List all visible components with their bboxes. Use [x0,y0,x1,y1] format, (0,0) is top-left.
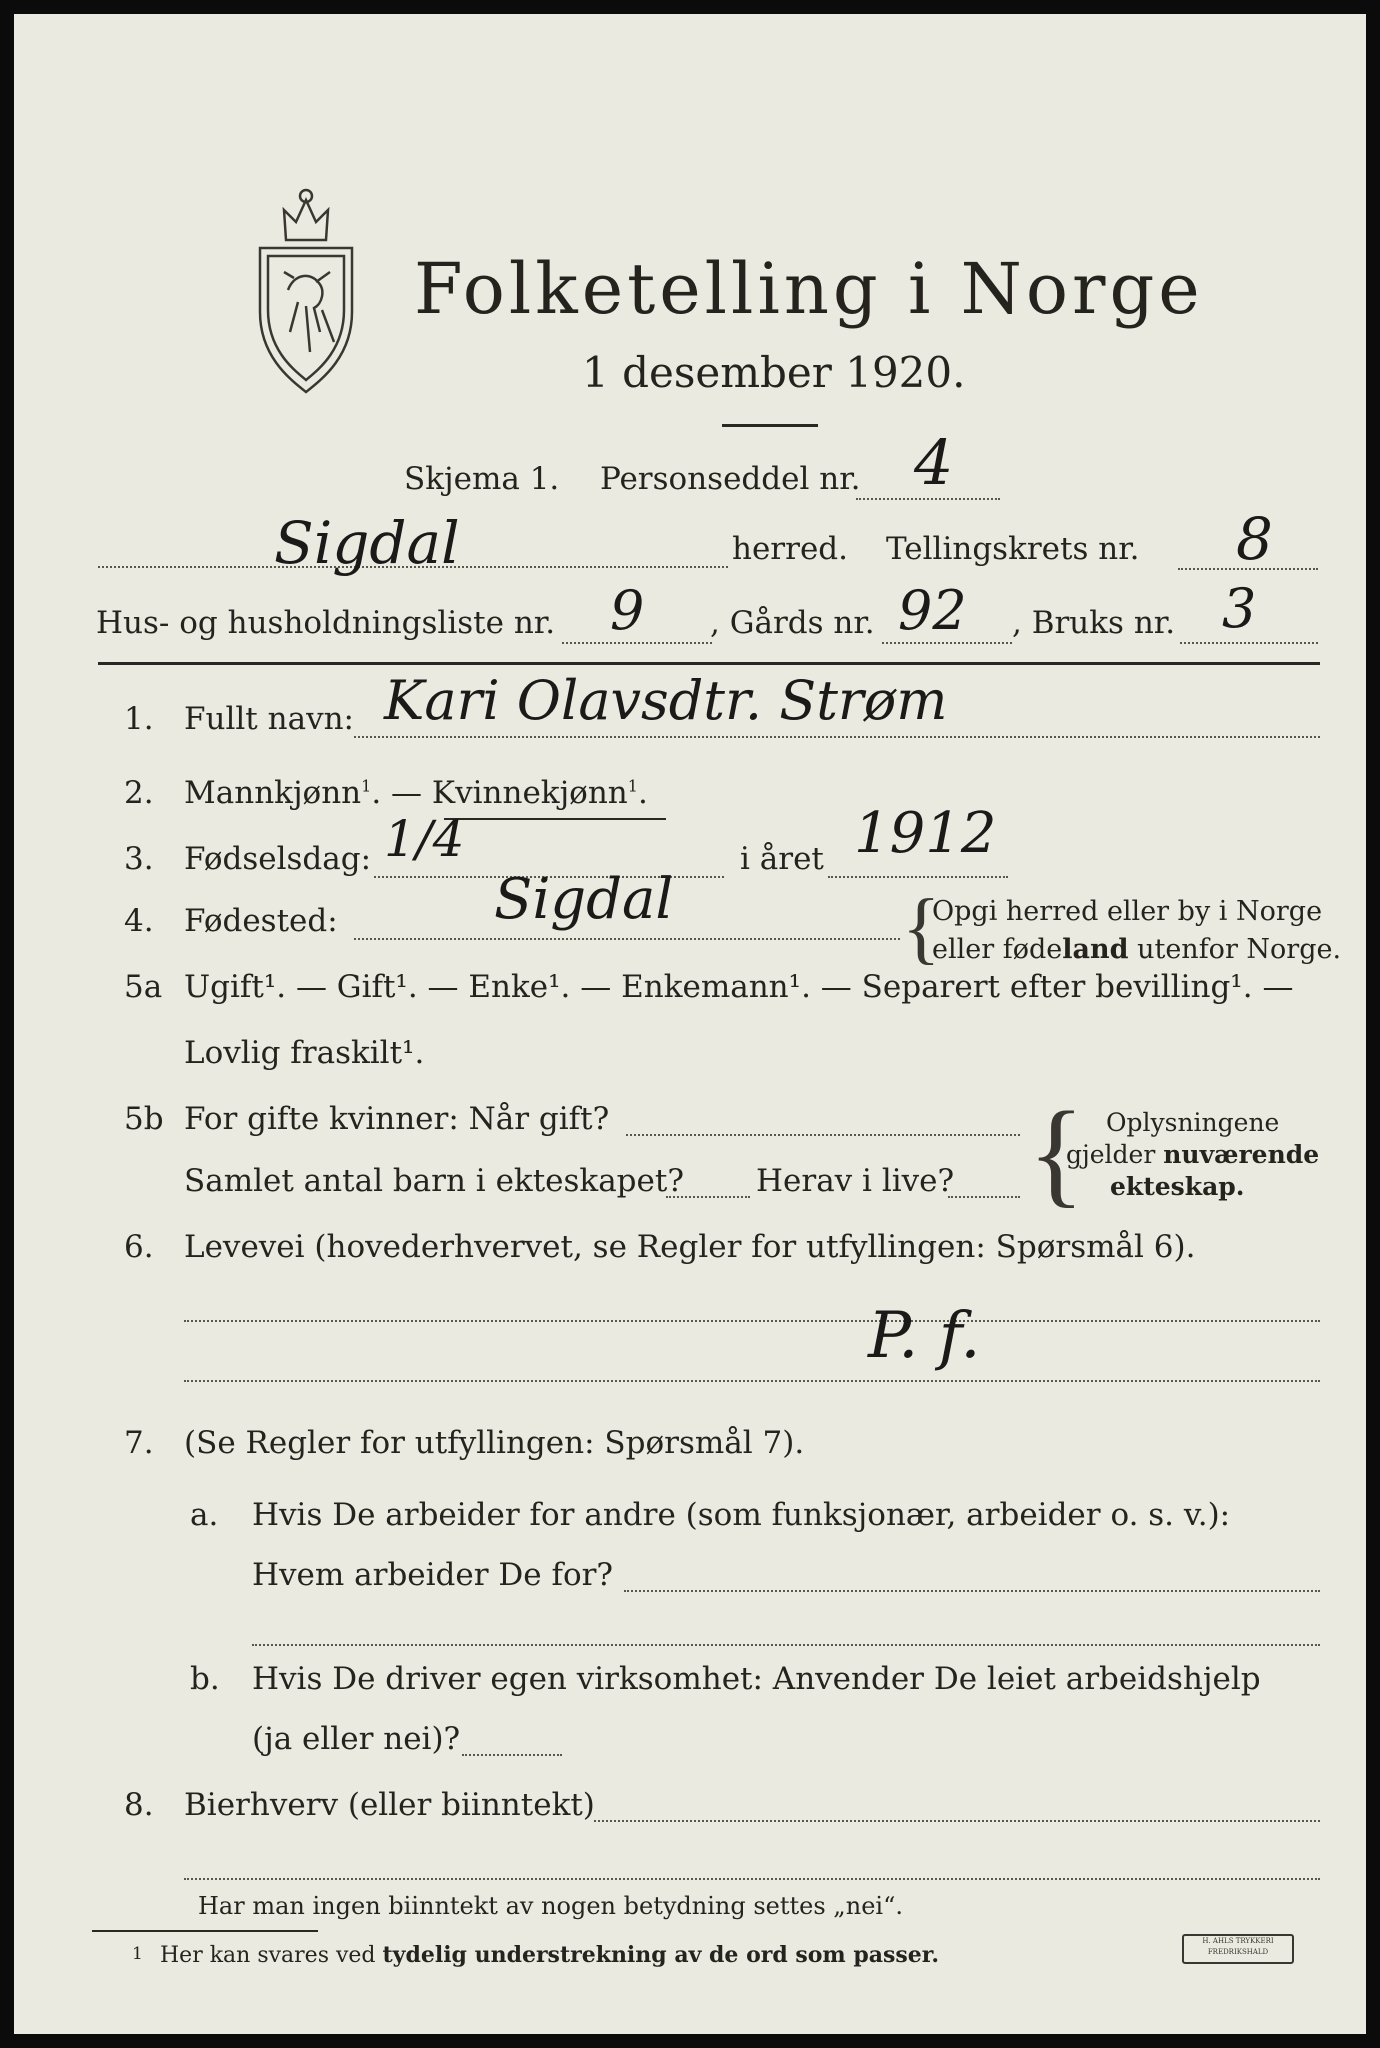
norway-coat-of-arms-icon [246,182,366,402]
husliste-field-line [562,642,712,644]
q2-number: 2. [124,775,154,811]
q5b-note-line3 [1110,1174,1244,1199]
q5b-note-line2-a: gjelder [1066,1140,1164,1169]
q7a-letter: a. [190,1497,219,1533]
birth-place-value: Sigdal [494,867,674,932]
q5b-children-label: Samlet antal barn i ekteskapet? [184,1163,684,1199]
gards-label: , Gårds nr. [710,605,875,641]
q7b-line1: Hvis De driver egen virksomhet: Anvender De leiet arbeidshjelp [252,1661,1261,1697]
q5b-married-field-line [626,1134,1020,1136]
personseddel-label: Personseddel nr. [600,461,861,497]
q3-year-field-line [828,876,1008,878]
footnote-text-bold: tydelig understrekning av de ord som passer. [382,1942,940,1968]
q4-field-line [354,938,900,940]
footnote-marker: 1 [132,1944,143,1964]
husliste-number-value: 9 [610,579,645,642]
q7a-field-line-1 [624,1590,1320,1592]
census-form-page [14,14,1366,2034]
gards-number-value: 92 [898,579,967,642]
q2-mann-option: Mannkjønn [184,775,362,811]
q4-note-line2 [932,936,1341,963]
q5b-note-line1: Oplysningene [1106,1108,1280,1137]
q5b-number: 5b [124,1101,164,1137]
tellingskrets-number-value: 8 [1236,505,1273,573]
footnote-divider [92,1930,318,1932]
printer-stamp-line1: H. AHLS TRYKKERI [1202,1937,1274,1945]
q1-field-line [354,736,1320,738]
q8-label: Bierhverv (eller biinntekt) [184,1787,595,1823]
q5a-line1: Ugift¹. — Gift¹. — Enke¹. — Enkemann¹. — Separert efter bevilling¹. — [184,969,1294,1005]
q6-field-line-1 [184,1320,1320,1322]
printer-stamp-line2: FREDRIKSHALD [1207,1948,1269,1956]
q1-label: Fullt navn: [184,701,354,737]
q8-note: Har man ingen biinntekt av nogen betydning settes „nei“. [198,1892,903,1920]
q3-number: 3. [124,841,154,877]
q5a-line2: Lovlig fraskilt¹. [184,1035,425,1071]
q5b-alive-field-line [948,1196,1020,1198]
q4-note-brace: { [902,884,941,972]
q5b-alive-label: Herav i live? [756,1163,955,1199]
bruks-number-value: 3 [1222,577,1257,640]
occupation-value: P. f. [868,1299,981,1373]
q4-label: Fødested: [184,903,338,939]
q4-note-line2-a: eller føde [932,934,1063,965]
footnote-text [160,1944,939,1967]
q8-field-line-1 [594,1820,1320,1822]
q2-kvinne-underline [444,818,666,820]
q5b-children-field-line [666,1196,750,1198]
q2-end: . [637,775,648,811]
header-divider [98,662,1320,665]
census-date: 1 desember 1920. [582,348,966,397]
gards-field-line [882,642,1012,644]
q6-label: Levevei (hovederhvervet, se Regler for utfyllingen: Spørsmål 6). [184,1229,1196,1265]
q4-number: 4. [124,903,154,939]
q4-note-line1: Opgi herred eller by i Norge [932,896,1323,927]
q4-note-line2-c: utenfor Norge. [1128,934,1342,965]
q3-label: Fødselsdag: [184,841,372,877]
personseddel-number-value: 4 [914,426,954,499]
q7-number: 7. [124,1425,154,1461]
form-title: Folketelling i Norge [414,248,1204,330]
q5b-note-line3-bold: ekteskap. [1110,1172,1245,1201]
q2-options: Mannkjønn$^1$. — Kvinnekjønn$^1$. [184,775,648,811]
q7b-field-line [462,1754,562,1756]
q3-year-label: i året [740,841,824,877]
q5b-note-brace: { [1028,1087,1085,1218]
q2-kvinne-option: Kvinnekjønn [431,775,628,811]
q1-number: 1. [124,701,154,737]
footnote-text-plain: Her kan svares ved [160,1943,383,1968]
q7b-line2: (ja eller nei)? [252,1721,461,1757]
q7b-letter: b. [190,1661,220,1697]
printer-stamp [1182,1934,1294,1964]
q5b-line1: For gifte kvinner: Når gift? [184,1101,610,1137]
q5a-number: 5a [124,969,163,1005]
q2-separator: . — [371,775,423,811]
herred-label: herred. [732,531,848,567]
q8-number: 8. [124,1787,154,1823]
bruks-label: , Bruks nr. [1012,605,1176,641]
birth-year-value: 1912 [854,801,997,866]
q7a-line1: Hvis De arbeider for andre (som funksjonær, arbeider o. s. v.): [252,1497,1231,1533]
bruks-field-line [1180,642,1318,644]
husliste-label: Hus- og husholdningsliste nr. [96,605,556,641]
title-divider [722,424,818,427]
q6-field-line-2 [184,1380,1320,1382]
q7a-line2: Hvem arbeider De for? [252,1557,614,1593]
q7-label: (Se Regler for utfyllingen: Spørsmål 7). [184,1425,805,1461]
q5b-note-line2 [1066,1142,1319,1167]
q7a-field-line-2 [252,1644,1320,1646]
q4-note-line2-bold: land [1062,934,1129,965]
herred-value: Sigdal [274,509,460,577]
full-name-value: Kari Olavsdtr. Strøm [384,669,948,732]
tellingskrets-label: Tellingskrets nr. [886,531,1140,567]
q6-number: 6. [124,1229,154,1265]
schema-label: Skjema 1. [404,461,560,497]
q5b-note-line2-bold: nuværende [1163,1140,1320,1169]
birth-day-value: 1/4 [384,810,465,868]
q8-field-line-2 [184,1878,1320,1880]
